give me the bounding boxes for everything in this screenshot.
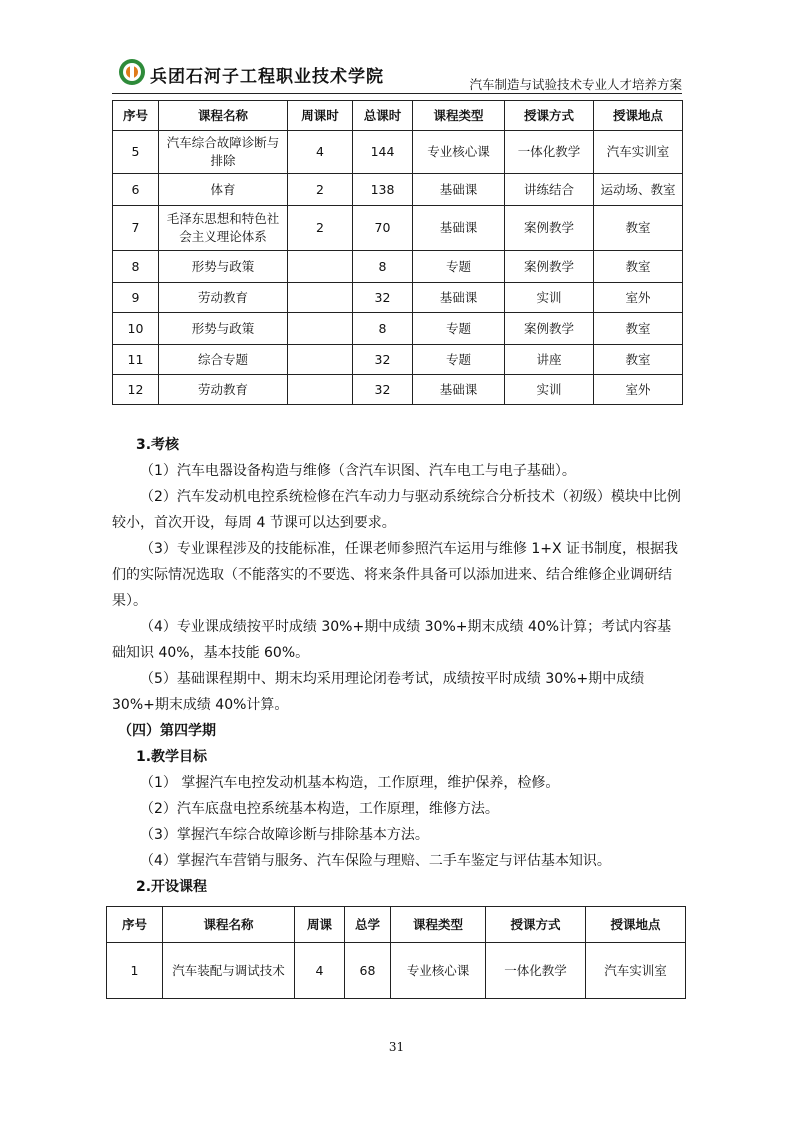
table-cell: 运动场、教室 bbox=[594, 174, 683, 206]
table-cell: 案例教学 bbox=[505, 206, 594, 251]
header-cell: 周课 bbox=[295, 907, 345, 943]
assessment-item: （1）汽车电器设备构造与维修（含汽车识图、汽车电工与电子基础）。 bbox=[140, 463, 576, 479]
semester4-heading: （四）第四学期 bbox=[118, 723, 216, 739]
table-cell: 体育 bbox=[159, 174, 288, 206]
header-cell: 序号 bbox=[113, 101, 159, 131]
assessment-item: （3）专业课程涉及的技能标准，任课老师参照汽车运用与维修 1+X 证书制度，根据我们的实际情况选取（不能落实的不要选、将来条件具备可以添加进来、结合维修企业调研结果）。 bbox=[112, 541, 679, 609]
assessment-item: （5）基础课程期中、期末均采用理论闭卷考试，成绩按平时成绩 30%+期中成绩 30%+期末成绩 40%计算。 bbox=[112, 671, 645, 713]
table-cell: 毛泽东思想和特色社会主义理论体系 bbox=[159, 206, 288, 251]
header-cell: 总课时 bbox=[353, 101, 413, 131]
assessment-section bbox=[112, 432, 682, 900]
table-cell: 形势与政策 bbox=[159, 313, 288, 345]
table-cell: 基础课 bbox=[413, 174, 505, 206]
goal-item: （2）汽车底盘电控系统基本构造，工作原理，维修方法。 bbox=[140, 801, 499, 817]
header-cell: 课程类型 bbox=[413, 101, 505, 131]
table-row bbox=[113, 345, 683, 375]
goal-item: （1） 掌握汽车电控发动机基本构造，工作原理，维护保养，检修。 bbox=[140, 775, 560, 791]
table-cell: 32 bbox=[353, 345, 413, 375]
table-cell: 劳动教育 bbox=[159, 375, 288, 405]
table-header-row bbox=[113, 101, 683, 131]
page-header bbox=[112, 56, 682, 96]
course-table-semester3 bbox=[112, 100, 683, 405]
table-cell: 实训 bbox=[505, 283, 594, 313]
table-cell: 144 bbox=[353, 131, 413, 174]
table-cell: 32 bbox=[353, 375, 413, 405]
table-cell: 2 bbox=[288, 174, 353, 206]
table-cell: 9 bbox=[113, 283, 159, 313]
table-row bbox=[113, 206, 683, 251]
course-table-semester4 bbox=[106, 906, 686, 999]
table-cell: 一体化教学 bbox=[486, 943, 586, 999]
table-cell: 138 bbox=[353, 174, 413, 206]
header-cell: 周课时 bbox=[288, 101, 353, 131]
table-cell: 2 bbox=[288, 206, 353, 251]
table-cell: 7 bbox=[113, 206, 159, 251]
header-cell: 授课地点 bbox=[586, 907, 686, 943]
table-row bbox=[113, 313, 683, 345]
header-cell: 总学 bbox=[345, 907, 391, 943]
table-cell: 汽车实训室 bbox=[594, 131, 683, 174]
table-cell: 汽车综合故障诊断与排除 bbox=[159, 131, 288, 174]
table-cell: 案例教学 bbox=[505, 251, 594, 283]
table-header-row bbox=[107, 907, 686, 943]
table-row bbox=[113, 283, 683, 313]
table-cell: 专题 bbox=[413, 313, 505, 345]
header-cell: 授课方式 bbox=[505, 101, 594, 131]
table-cell: 10 bbox=[113, 313, 159, 345]
header-cell: 授课方式 bbox=[486, 907, 586, 943]
goals-heading: 1.教学目标 bbox=[136, 749, 208, 765]
header-cell: 授课地点 bbox=[594, 101, 683, 131]
table-row bbox=[113, 131, 683, 174]
table-cell: 专题 bbox=[413, 251, 505, 283]
table-row bbox=[113, 174, 683, 206]
table-cell: 室外 bbox=[594, 283, 683, 313]
table-cell: 专业核心课 bbox=[391, 943, 486, 999]
program-title: 汽车制造与试验技术专业人才培养方案 bbox=[469, 77, 682, 92]
table-cell: 讲练结合 bbox=[505, 174, 594, 206]
table-cell: 70 bbox=[353, 206, 413, 251]
table-cell bbox=[288, 313, 353, 345]
table-cell: 32 bbox=[353, 283, 413, 313]
goal-item: （3）掌握汽车综合故障诊断与排除基本方法。 bbox=[140, 827, 429, 843]
table-cell: 5 bbox=[113, 131, 159, 174]
assessment-item: （2）汽车发动机电控系统检修在汽车动力与驱动系统综合分析技术（初级）模块中比例较小，首次开设，每周 4 节课可以达到要求。 bbox=[112, 489, 681, 531]
table-cell: 8 bbox=[353, 313, 413, 345]
header-cell: 课程类型 bbox=[391, 907, 486, 943]
goal-item: （4）掌握汽车营销与服务、汽车保险与理赔、二手车鉴定与评估基本知识。 bbox=[140, 853, 611, 869]
table-row bbox=[113, 375, 683, 405]
courses-heading: 2.开设课程 bbox=[136, 879, 208, 895]
table-cell: 基础课 bbox=[413, 375, 505, 405]
table-cell: 8 bbox=[113, 251, 159, 283]
table-cell: 一体化教学 bbox=[505, 131, 594, 174]
table-cell: 教室 bbox=[594, 313, 683, 345]
table-cell: 68 bbox=[345, 943, 391, 999]
header-cell: 课程名称 bbox=[163, 907, 295, 943]
table-cell: 汽车装配与调试技术 bbox=[163, 943, 295, 999]
table-cell: 4 bbox=[295, 943, 345, 999]
table-cell: 室外 bbox=[594, 375, 683, 405]
school-name: 兵团石河子工程职业技术学院 bbox=[150, 67, 384, 87]
header-cell: 课程名称 bbox=[159, 101, 288, 131]
table-row bbox=[113, 251, 683, 283]
table-cell bbox=[288, 345, 353, 375]
table-cell: 综合专题 bbox=[159, 345, 288, 375]
table-row bbox=[107, 943, 686, 999]
table-cell: 基础课 bbox=[413, 283, 505, 313]
table-cell: 1 bbox=[107, 943, 163, 999]
assessment-heading: 3.考核 bbox=[136, 437, 180, 453]
table-cell bbox=[288, 375, 353, 405]
table-cell: 8 bbox=[353, 251, 413, 283]
table-cell: 专题 bbox=[413, 345, 505, 375]
table-cell: 形势与政策 bbox=[159, 251, 288, 283]
table-cell: 教室 bbox=[594, 345, 683, 375]
table-cell: 劳动教育 bbox=[159, 283, 288, 313]
table-cell: 讲座 bbox=[505, 345, 594, 375]
page-number: 31 bbox=[388, 1040, 405, 1054]
table-cell: 12 bbox=[113, 375, 159, 405]
table-cell: 案例教学 bbox=[505, 313, 594, 345]
table-cell bbox=[288, 251, 353, 283]
table-cell: 11 bbox=[113, 345, 159, 375]
assessment-item: （4）专业课成绩按平时成绩 30%+期中成绩 30%+期末成绩 40%计算；考试内容基础知识 40%，基本技能 60%。 bbox=[112, 619, 672, 661]
table-cell: 6 bbox=[113, 174, 159, 206]
header-divider bbox=[112, 93, 682, 94]
school-logo-icon bbox=[118, 58, 146, 86]
table-cell: 教室 bbox=[594, 206, 683, 251]
table-cell: 实训 bbox=[505, 375, 594, 405]
table-cell: 专业核心课 bbox=[413, 131, 505, 174]
table-cell: 基础课 bbox=[413, 206, 505, 251]
table-cell bbox=[288, 283, 353, 313]
table-cell: 教室 bbox=[594, 251, 683, 283]
header-cell: 序号 bbox=[107, 907, 163, 943]
table-cell: 汽车实训室 bbox=[586, 943, 686, 999]
table-cell: 4 bbox=[288, 131, 353, 174]
